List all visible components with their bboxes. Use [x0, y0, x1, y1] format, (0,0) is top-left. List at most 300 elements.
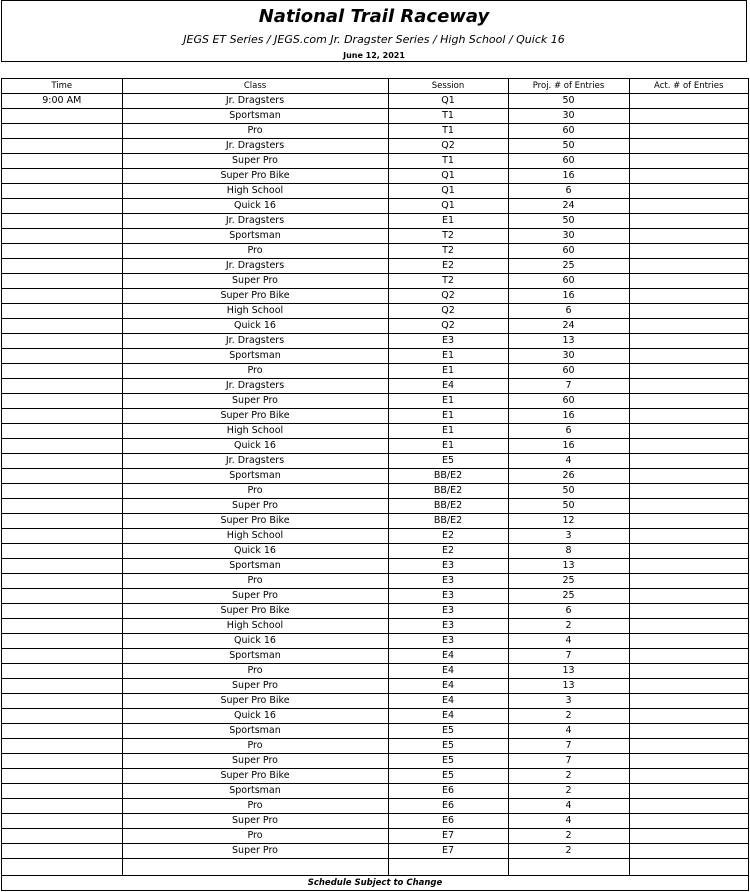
cell-actual-entries [629, 409, 748, 424]
cell-session: T2 [388, 274, 508, 289]
table-row [2, 214, 748, 229]
cell-session: T2 [388, 229, 508, 244]
table-row [2, 634, 748, 649]
table-row [2, 784, 748, 799]
cell-class: Super Pro Bike [122, 694, 388, 709]
cell-projected-entries: 50 [508, 499, 629, 514]
cell-projected-entries: 16 [508, 169, 629, 184]
cell-time: 9:00 AM [2, 94, 122, 109]
table-row [2, 694, 748, 709]
cell-projected-entries: 30 [508, 229, 629, 244]
cell-actual-entries [629, 529, 748, 544]
cell-actual-entries [629, 139, 748, 154]
cell-session: Q2 [388, 319, 508, 334]
cell-actual-entries [629, 244, 748, 259]
cell-session: Q2 [388, 304, 508, 319]
cell-projected-entries: 2 [508, 844, 629, 859]
cell-actual-entries [629, 679, 748, 694]
cell-session: E3 [388, 559, 508, 574]
cell-class: Pro [122, 574, 388, 589]
table-row [2, 394, 748, 409]
table-row [2, 124, 748, 139]
cell-session: E5 [388, 754, 508, 769]
table-row [2, 304, 748, 319]
cell-session: E2 [388, 544, 508, 559]
cell-actual-entries [629, 364, 748, 379]
cell-projected-entries: 4 [508, 724, 629, 739]
cell-class: Quick 16 [122, 439, 388, 454]
cell-actual-entries [629, 94, 748, 109]
cell-projected-entries: 3 [508, 529, 629, 544]
table-row [2, 439, 748, 454]
table-row [2, 334, 748, 349]
cell-session: E6 [388, 814, 508, 829]
cell-time [2, 724, 122, 739]
table-row [2, 259, 748, 274]
cell-time [2, 319, 122, 334]
cell-class: High School [122, 424, 388, 439]
cell-class: Jr. Dragsters [122, 259, 388, 274]
cell-actual-entries [629, 304, 748, 319]
cell-class: Sportsman [122, 784, 388, 799]
cell-projected-entries: 24 [508, 319, 629, 334]
cell-class: Pro [122, 739, 388, 754]
table-row [2, 859, 748, 876]
cell-session: E1 [388, 349, 508, 364]
cell-actual-entries [629, 274, 748, 289]
cell-projected-entries: 26 [508, 469, 629, 484]
cell-time [2, 229, 122, 244]
cell-actual-entries [629, 709, 748, 724]
cell-class: Jr. Dragsters [122, 214, 388, 229]
cell-time [2, 139, 122, 154]
cell-class: Super Pro Bike [122, 169, 388, 184]
cell-session: E1 [388, 409, 508, 424]
cell-projected-entries: 50 [508, 94, 629, 109]
cell-projected-entries: 30 [508, 349, 629, 364]
cell-projected-entries: 6 [508, 424, 629, 439]
cell-actual-entries [629, 109, 748, 124]
cell-actual-entries [629, 634, 748, 649]
cell-projected-entries: 7 [508, 649, 629, 664]
cell-class: Jr. Dragsters [122, 334, 388, 349]
table-row [2, 424, 748, 439]
cell-class: Pro [122, 364, 388, 379]
table-row [2, 604, 748, 619]
cell-session: BB/E2 [388, 469, 508, 484]
cell-session: E3 [388, 604, 508, 619]
cell-actual-entries [629, 769, 748, 784]
cell-session: Q1 [388, 199, 508, 214]
cell-session: Q1 [388, 169, 508, 184]
cell-actual-entries [629, 214, 748, 229]
table-row [2, 169, 748, 184]
cell-projected-entries: 8 [508, 544, 629, 559]
schedule-table-body [2, 94, 748, 876]
cell-session: E1 [388, 214, 508, 229]
table-row [2, 589, 748, 604]
cell-class: Super Pro Bike [122, 769, 388, 784]
cell-actual-entries [629, 619, 748, 634]
cell-time [2, 589, 122, 604]
cell-class: Jr. Dragsters [122, 139, 388, 154]
table-row [2, 499, 748, 514]
cell-class: Sportsman [122, 349, 388, 364]
table-row [2, 709, 748, 724]
cell-actual-entries [629, 784, 748, 799]
cell-time [2, 739, 122, 754]
cell-time [2, 754, 122, 769]
cell-projected-entries: 2 [508, 709, 629, 724]
table-row [2, 349, 748, 364]
event-date: June 12, 2021 [343, 51, 405, 60]
cell-time [2, 169, 122, 184]
cell-class [122, 859, 388, 876]
cell-time [2, 364, 122, 379]
cell-class: Sportsman [122, 469, 388, 484]
cell-actual-entries [629, 439, 748, 454]
cell-time [2, 424, 122, 439]
table-row [2, 94, 748, 109]
cell-time [2, 694, 122, 709]
cell-projected-entries: 50 [508, 214, 629, 229]
cell-actual-entries [629, 814, 748, 829]
cell-projected-entries: 4 [508, 454, 629, 469]
cell-session: E1 [388, 424, 508, 439]
cell-session: E3 [388, 619, 508, 634]
cell-session: E5 [388, 769, 508, 784]
cell-time [2, 649, 122, 664]
cell-time [2, 184, 122, 199]
page-subtitle: JEGS ET Series / JEGS.com Jr. Dragster Series / High School / Quick 16 [183, 33, 565, 46]
table-row [2, 484, 748, 499]
cell-time [2, 619, 122, 634]
cell-session: E3 [388, 634, 508, 649]
cell-class: Quick 16 [122, 709, 388, 724]
cell-actual-entries [629, 739, 748, 754]
cell-projected-entries: 60 [508, 274, 629, 289]
table-row [2, 559, 748, 574]
cell-projected-entries: 60 [508, 154, 629, 169]
cell-class: Super Pro [122, 679, 388, 694]
cell-time [2, 244, 122, 259]
cell-class: Super Pro [122, 499, 388, 514]
table-row [2, 544, 748, 559]
cell-time [2, 829, 122, 844]
cell-class: Quick 16 [122, 319, 388, 334]
cell-session: Q2 [388, 289, 508, 304]
cell-projected-entries: 12 [508, 514, 629, 529]
table-row [2, 109, 748, 124]
cell-time [2, 814, 122, 829]
cell-session: E5 [388, 724, 508, 739]
cell-projected-entries: 13 [508, 664, 629, 679]
cell-time [2, 604, 122, 619]
table-row [2, 679, 748, 694]
cell-session: E5 [388, 739, 508, 754]
cell-class: High School [122, 304, 388, 319]
cell-class: Quick 16 [122, 544, 388, 559]
column-header-actual-entries: Act. # of Entries [629, 79, 748, 94]
cell-session: E3 [388, 334, 508, 349]
cell-class: Super Pro Bike [122, 289, 388, 304]
cell-time [2, 484, 122, 499]
cell-time [2, 394, 122, 409]
cell-session [388, 859, 508, 876]
cell-class: Super Pro Bike [122, 514, 388, 529]
table-row [2, 724, 748, 739]
cell-projected-entries: 16 [508, 409, 629, 424]
cell-class: Super Pro [122, 754, 388, 769]
cell-actual-entries [629, 259, 748, 274]
cell-time [2, 499, 122, 514]
header [1, 0, 747, 62]
table-row [2, 664, 748, 679]
cell-class: Jr. Dragsters [122, 454, 388, 469]
cell-class: High School [122, 529, 388, 544]
table-row [2, 154, 748, 169]
cell-actual-entries [629, 394, 748, 409]
table-row [2, 409, 748, 424]
cell-actual-entries [629, 454, 748, 469]
cell-session: Q1 [388, 184, 508, 199]
cell-projected-entries: 13 [508, 334, 629, 349]
cell-time [2, 274, 122, 289]
table-row [2, 514, 748, 529]
table-row [2, 769, 748, 784]
cell-time [2, 784, 122, 799]
cell-actual-entries [629, 829, 748, 844]
cell-time [2, 259, 122, 274]
cell-projected-entries: 25 [508, 589, 629, 604]
cell-session: E5 [388, 454, 508, 469]
cell-session: E2 [388, 259, 508, 274]
table-row [2, 739, 748, 754]
table-header-row [2, 79, 748, 94]
cell-class: Super Pro [122, 814, 388, 829]
table-row [2, 244, 748, 259]
cell-session: BB/E2 [388, 499, 508, 514]
cell-projected-entries: 2 [508, 784, 629, 799]
cell-class: Super Pro [122, 844, 388, 859]
table-row [2, 319, 748, 334]
cell-projected-entries: 4 [508, 814, 629, 829]
cell-time [2, 409, 122, 424]
cell-session: E4 [388, 664, 508, 679]
table-row [2, 139, 748, 154]
cell-actual-entries [629, 604, 748, 619]
cell-actual-entries [629, 469, 748, 484]
cell-class: Sportsman [122, 559, 388, 574]
cell-actual-entries [629, 184, 748, 199]
table-row [2, 184, 748, 199]
cell-time [2, 559, 122, 574]
cell-projected-entries: 50 [508, 139, 629, 154]
cell-actual-entries [629, 379, 748, 394]
cell-class: Quick 16 [122, 634, 388, 649]
cell-projected-entries: 7 [508, 379, 629, 394]
cell-time [2, 334, 122, 349]
table-row [2, 799, 748, 814]
cell-session: BB/E2 [388, 484, 508, 499]
cell-actual-entries [629, 319, 748, 334]
cell-class: Quick 16 [122, 199, 388, 214]
cell-class: Sportsman [122, 724, 388, 739]
cell-class: High School [122, 619, 388, 634]
cell-time [2, 109, 122, 124]
cell-session: T1 [388, 109, 508, 124]
cell-projected-entries: 3 [508, 694, 629, 709]
cell-actual-entries [629, 349, 748, 364]
cell-class: Sportsman [122, 109, 388, 124]
cell-time [2, 349, 122, 364]
cell-session: E4 [388, 709, 508, 724]
cell-time [2, 679, 122, 694]
cell-time [2, 799, 122, 814]
cell-actual-entries [629, 499, 748, 514]
cell-actual-entries [629, 589, 748, 604]
cell-actual-entries [629, 754, 748, 769]
cell-projected-entries: 2 [508, 769, 629, 784]
cell-projected-entries [508, 859, 629, 876]
cell-session: E7 [388, 844, 508, 859]
cell-time [2, 574, 122, 589]
cell-time [2, 304, 122, 319]
cell-class: Super Pro [122, 394, 388, 409]
cell-time [2, 664, 122, 679]
cell-time [2, 469, 122, 484]
cell-actual-entries [629, 199, 748, 214]
cell-actual-entries [629, 289, 748, 304]
cell-projected-entries: 25 [508, 574, 629, 589]
table-row [2, 814, 748, 829]
cell-session: E4 [388, 649, 508, 664]
cell-actual-entries [629, 169, 748, 184]
cell-actual-entries [629, 694, 748, 709]
table-row [2, 574, 748, 589]
column-header-session: Session [388, 79, 508, 94]
table-row [2, 454, 748, 469]
column-header-class: Class [122, 79, 388, 94]
cell-session: BB/E2 [388, 514, 508, 529]
table-row [2, 649, 748, 664]
schedule-sheet [1, 78, 749, 891]
cell-actual-entries [629, 859, 748, 876]
cell-session: E6 [388, 784, 508, 799]
cell-class: Jr. Dragsters [122, 94, 388, 109]
cell-class: Pro [122, 484, 388, 499]
cell-time [2, 544, 122, 559]
cell-class: Pro [122, 124, 388, 139]
cell-projected-entries: 4 [508, 634, 629, 649]
cell-class: Super Pro [122, 154, 388, 169]
cell-projected-entries: 60 [508, 364, 629, 379]
table-row [2, 844, 748, 859]
cell-projected-entries: 13 [508, 559, 629, 574]
cell-projected-entries: 30 [508, 109, 629, 124]
cell-session: E1 [388, 364, 508, 379]
cell-actual-entries [629, 559, 748, 574]
cell-session: E1 [388, 439, 508, 454]
cell-class: High School [122, 184, 388, 199]
cell-session: E3 [388, 574, 508, 589]
cell-actual-entries [629, 799, 748, 814]
cell-projected-entries: 6 [508, 604, 629, 619]
cell-session: T2 [388, 244, 508, 259]
cell-session: E4 [388, 679, 508, 694]
cell-session: E2 [388, 529, 508, 544]
cell-session: Q1 [388, 94, 508, 109]
cell-time [2, 439, 122, 454]
cell-session: E4 [388, 379, 508, 394]
cell-projected-entries: 60 [508, 124, 629, 139]
cell-actual-entries [629, 124, 748, 139]
cell-actual-entries [629, 649, 748, 664]
cell-actual-entries [629, 154, 748, 169]
cell-time [2, 454, 122, 469]
cell-time [2, 154, 122, 169]
cell-session: E6 [388, 799, 508, 814]
cell-class: Pro [122, 244, 388, 259]
table-row [2, 469, 748, 484]
cell-projected-entries: 4 [508, 799, 629, 814]
cell-time [2, 709, 122, 724]
schedule-table [2, 79, 748, 876]
cell-projected-entries: 6 [508, 304, 629, 319]
cell-session: E7 [388, 829, 508, 844]
cell-actual-entries [629, 574, 748, 589]
cell-time [2, 214, 122, 229]
footer-note: Schedule Subject to Change [2, 875, 748, 890]
cell-class: Super Pro Bike [122, 409, 388, 424]
cell-time [2, 289, 122, 304]
cell-session: Q2 [388, 139, 508, 154]
cell-projected-entries: 25 [508, 259, 629, 274]
table-row [2, 529, 748, 544]
cell-class: Pro [122, 829, 388, 844]
table-row [2, 754, 748, 769]
cell-actual-entries [629, 484, 748, 499]
cell-time [2, 634, 122, 649]
cell-projected-entries: 7 [508, 754, 629, 769]
table-row [2, 829, 748, 844]
cell-actual-entries [629, 229, 748, 244]
cell-class: Pro [122, 664, 388, 679]
table-row [2, 379, 748, 394]
cell-projected-entries: 13 [508, 679, 629, 694]
cell-class: Super Pro [122, 589, 388, 604]
cell-time [2, 379, 122, 394]
cell-session: T1 [388, 154, 508, 169]
cell-actual-entries [629, 424, 748, 439]
cell-time [2, 844, 122, 859]
cell-time [2, 199, 122, 214]
cell-actual-entries [629, 664, 748, 679]
cell-session: E1 [388, 394, 508, 409]
cell-actual-entries [629, 544, 748, 559]
cell-class: Sportsman [122, 649, 388, 664]
cell-class: Jr. Dragsters [122, 379, 388, 394]
cell-actual-entries [629, 844, 748, 859]
cell-actual-entries [629, 724, 748, 739]
cell-projected-entries: 16 [508, 289, 629, 304]
table-row [2, 199, 748, 214]
column-header-projected-entries: Proj. # of Entries [508, 79, 629, 94]
cell-projected-entries: 60 [508, 394, 629, 409]
column-header-time: Time [2, 79, 122, 94]
cell-class: Super Pro Bike [122, 604, 388, 619]
cell-time [2, 859, 122, 876]
